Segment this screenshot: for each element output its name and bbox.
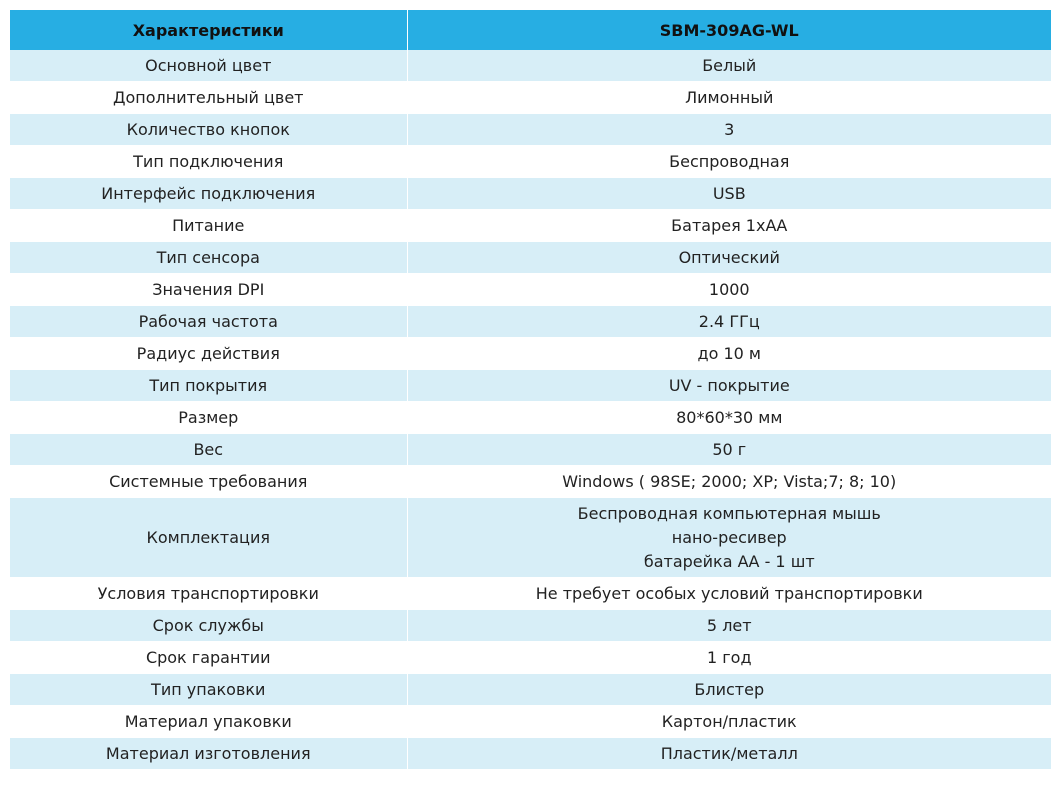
table-row: [10, 50, 1051, 82]
spec-value-line: Беспроводная компьютерная мышь: [577, 503, 881, 523]
header-characteristics: Характеристики: [10, 10, 407, 50]
spec-value-cell: [407, 274, 1051, 306]
spec-value-line: 2.4 ГГц: [698, 311, 760, 331]
spec-value-cell: [407, 306, 1051, 338]
table-row: [10, 370, 1051, 402]
spec-value-cell: [407, 466, 1051, 498]
table-row: [10, 434, 1051, 466]
table-row: [10, 178, 1051, 210]
table-row: [10, 338, 1051, 370]
header-model: SBM-309AG-WL: [407, 10, 1051, 50]
spec-name-cell: Тип подключения: [10, 146, 407, 178]
spec-value-line: до 10 м: [697, 343, 761, 363]
spec-name-cell: Материал изготовления: [10, 738, 407, 770]
spec-name-cell: Срок гарантии: [10, 642, 407, 674]
table-row: [10, 274, 1051, 306]
table-row: [10, 610, 1051, 642]
spec-table-body: [10, 50, 1051, 770]
spec-value-line: 1 год: [706, 647, 752, 667]
spec-name-cell: Питание: [10, 210, 407, 242]
spec-value-cell: [407, 178, 1051, 210]
spec-value-line: Батарея 1хАА: [671, 215, 788, 235]
spec-name-cell: Материал упаковки: [10, 706, 407, 738]
spec-value-cell: [407, 706, 1051, 738]
spec-value-line: Блистер: [694, 679, 765, 699]
table-row: [10, 242, 1051, 274]
table-row: [10, 578, 1051, 610]
table-row: [10, 146, 1051, 178]
table-row: [10, 674, 1051, 706]
spec-table: [10, 10, 1051, 770]
spec-value-line: 50 г: [712, 439, 747, 459]
spec-value-cell: [407, 434, 1051, 466]
spec-value-cell: [407, 114, 1051, 146]
table-row: [10, 306, 1051, 338]
table-row: [10, 738, 1051, 770]
spec-value-cell: [407, 338, 1051, 370]
spec-value-cell: [407, 146, 1051, 178]
spec-value-cell: [407, 50, 1051, 82]
table-row: [10, 114, 1051, 146]
spec-value-cell: [407, 82, 1051, 114]
table-row: [10, 210, 1051, 242]
spec-value-cell: [407, 370, 1051, 402]
spec-name-cell: Основной цвет: [10, 50, 407, 82]
header-row: [10, 10, 1051, 50]
table-row: [10, 498, 1051, 578]
spec-name-cell: Тип упаковки: [10, 674, 407, 706]
spec-name-cell: Вес: [10, 434, 407, 466]
spec-value-line: 80*60*30 мм: [676, 407, 783, 427]
spec-value-line: USB: [712, 183, 746, 203]
spec-value-cell: [407, 210, 1051, 242]
spec-value-cell: [407, 498, 1051, 578]
spec-value-line: Оптический: [678, 247, 780, 267]
spec-name-cell: Значения DPI: [10, 274, 407, 306]
spec-value-line: Лимонный: [685, 87, 774, 107]
spec-value-line: Windows ( 98SE; 2000; XP; Vista;7; 8; 10): [562, 471, 897, 491]
spec-value-line: нано-ресивер: [671, 527, 787, 547]
spec-value-line: батарейка АА - 1 шт: [643, 551, 815, 571]
spec-name-cell: Комплектация: [10, 498, 407, 578]
table-row: [10, 466, 1051, 498]
spec-value-cell: [407, 402, 1051, 434]
spec-value-cell: [407, 242, 1051, 274]
spec-value-line: Не требует особых условий транспортировки: [535, 583, 923, 603]
spec-value-cell: [407, 578, 1051, 610]
spec-name-cell: Тип покрытия: [10, 370, 407, 402]
spec-value-line: UV - покрытие: [668, 375, 790, 395]
table-row: [10, 402, 1051, 434]
spec-value-line: Картон/пластик: [661, 711, 797, 731]
spec-name-cell: Интерфейс подключения: [10, 178, 407, 210]
spec-name-cell: Условия транспортировки: [10, 578, 407, 610]
spec-name-cell: Радиус действия: [10, 338, 407, 370]
spec-name-cell: Срок службы: [10, 610, 407, 642]
spec-value-line: 5 лет: [706, 615, 752, 635]
spec-value-cell: [407, 738, 1051, 770]
spec-name-cell: Количество кнопок: [10, 114, 407, 146]
spec-table-header: [10, 10, 1051, 50]
table-row: [10, 642, 1051, 674]
spec-value-line: Пластик/металл: [660, 743, 798, 763]
spec-value-line: Белый: [702, 55, 757, 75]
spec-value-cell: [407, 642, 1051, 674]
spec-name-cell: Рабочая частота: [10, 306, 407, 338]
table-row: [10, 82, 1051, 114]
spec-value-line: 1000: [708, 279, 750, 299]
spec-value-line: 3: [724, 119, 735, 139]
spec-name-cell: Системные требования: [10, 466, 407, 498]
table-row: [10, 706, 1051, 738]
spec-name-cell: Дополнительный цвет: [10, 82, 407, 114]
spec-name-cell: Размер: [10, 402, 407, 434]
spec-value-cell: [407, 674, 1051, 706]
spec-name-cell: Тип сенсора: [10, 242, 407, 274]
spec-value-line: Беспроводная: [669, 151, 790, 171]
spec-value-cell: [407, 610, 1051, 642]
